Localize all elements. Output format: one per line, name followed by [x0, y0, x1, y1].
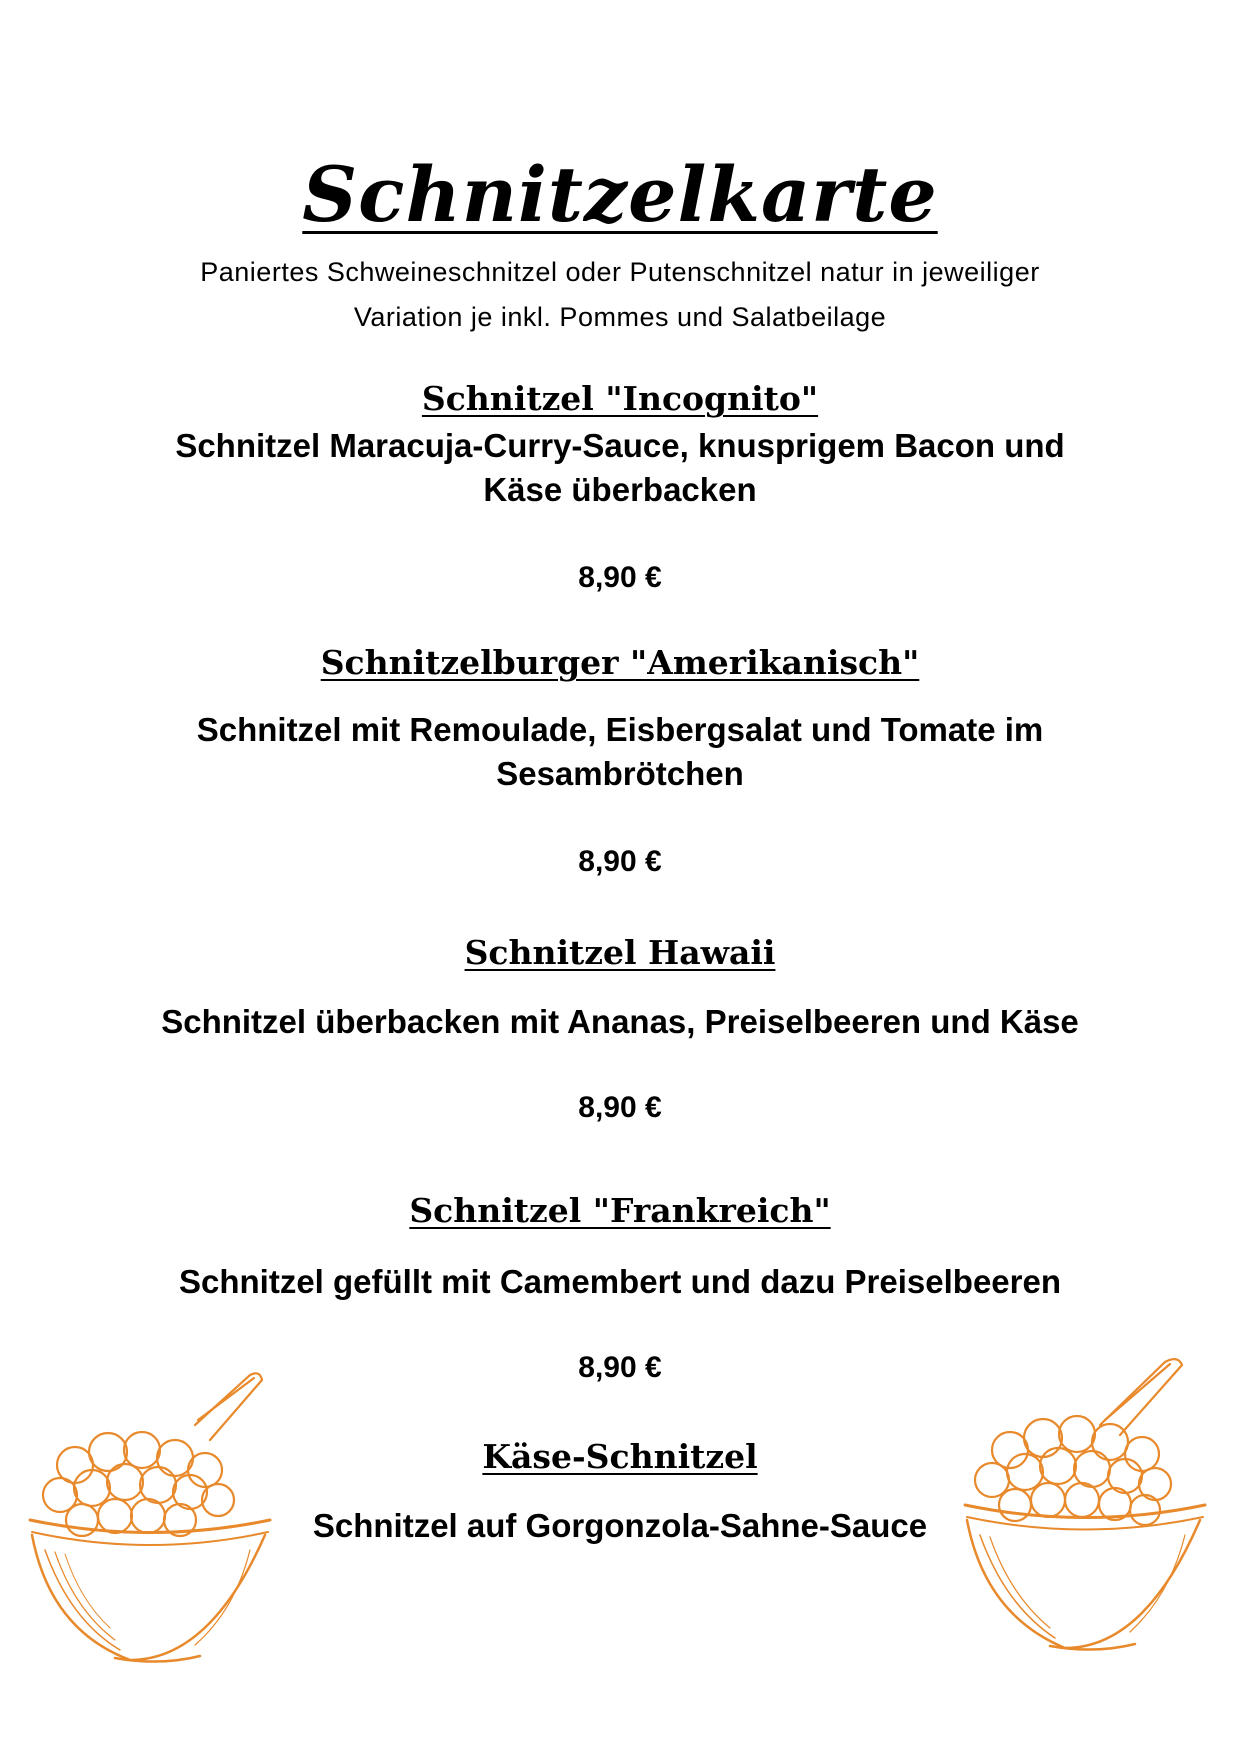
dish-price: 8,90 € — [578, 561, 662, 594]
dish-name — [0, 1190, 1240, 1232]
dish-name — [0, 932, 1240, 974]
dish-name — [0, 378, 1240, 420]
description-line: Schnitzel überbacken mit Ananas, Preiselbeeren und Käse — [161, 1003, 1079, 1040]
dish-price: 8,90 € — [578, 845, 662, 878]
description-line: Schnitzel Maracuja-Curry-Sauce, knusprigem Bacon und — [175, 427, 1065, 464]
description-line: Käse überbacken — [483, 471, 757, 508]
description-line: Schnitzel mit Remoulade, Eisbergsalat und Tomate im — [196, 711, 1044, 748]
menu-title — [0, 150, 1240, 240]
dish-description — [80, 1260, 1160, 1304]
description-line: Schnitzel gefüllt mit Camembert und dazu Preiselbeeren — [178, 1263, 1062, 1300]
description-line: Schnitzel auf Gorgonzola-Sahne-Sauce — [312, 1507, 928, 1544]
dish-name-text: Schnitzel "Frankreich" — [409, 1191, 831, 1230]
dish-price: 8,90 € — [578, 1091, 662, 1124]
dish-description — [80, 424, 1160, 512]
dish-price: 8,90 € — [578, 1351, 662, 1384]
menu-subtitle — [60, 250, 1180, 340]
dish-description — [80, 708, 1160, 796]
dish-name — [0, 1436, 1240, 1478]
dish-name-text: Schnitzel Hawaii — [464, 933, 776, 972]
dish-name-text: Schnitzelburger "Amerikanisch" — [320, 643, 920, 682]
subtitle-line: Variation je inkl. Pommes und Salatbeilage — [353, 302, 887, 332]
dish-name-text: Schnitzel "Incognito" — [421, 379, 819, 418]
menu-title-text: Schnitzelkarte — [302, 150, 938, 239]
dish-description — [80, 1504, 1160, 1548]
subtitle-line: Paniertes Schweineschnitzel oder Putenschnitzel natur in jeweiliger — [200, 257, 1040, 287]
dish-description — [80, 1000, 1160, 1044]
dish-name — [0, 642, 1240, 684]
description-line: Sesambrötchen — [496, 755, 744, 792]
dish-name-text: Käse-Schnitzel — [482, 1437, 758, 1476]
